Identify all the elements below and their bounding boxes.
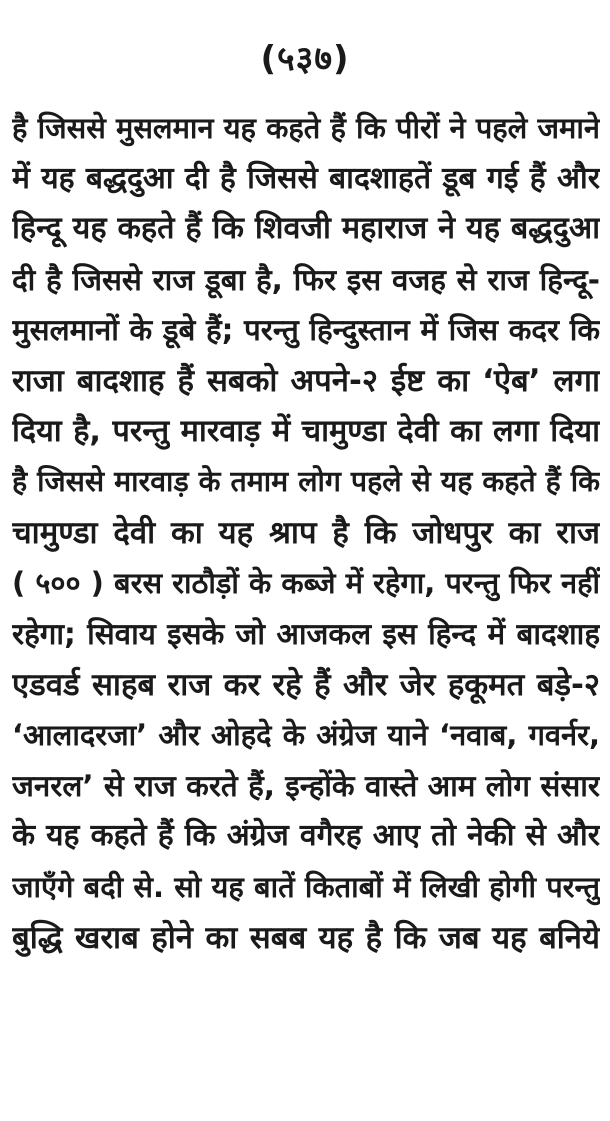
page-number: (५३७) — [260, 39, 350, 79]
text-line: है जिससे मारवाड़ के तमाम लोग पहले से यह कहते हैं कि — [12, 465, 600, 499]
text-line: ‘आलादरजा’ और ओहदे के अंग्रेज याने ‘नवाब, गवर्नर, — [12, 718, 600, 753]
text-line: दिया है, परन्तु मारवाड़ में चामुण्डा देवी का लगा दिया — [12, 413, 600, 449]
text-line: दी है जिससे राज डूबा है, फिर इस वजह से राज हिन्दू- — [12, 262, 600, 297]
text-line: चामुण्डा देवी का यह श्राप है कि जोधपुर का राज — [12, 514, 600, 551]
text-line: मुसलमानों के डूबे हैं; परन्तु हिन्दुस्तान में जिस कदर कि — [12, 313, 600, 348]
text-line: के यह कहते हैं कि अंग्रेज वगैरह आए तो नेकी से और — [12, 818, 600, 854]
text-line: है जिससे मुसलमान यह कहते हैं कि पीरों ने पहले जमाने — [12, 111, 600, 145]
text-line: रहेगा; सिवाय इसके जो आजकल इस हिन्द में बादशाह — [12, 616, 600, 651]
page-body-text — [12, 103, 600, 963]
text-line: बुद्धि खराब होने का सबब यह है कि जब यह बनिये — [12, 919, 600, 956]
text-line: एडवर्ड साहब राज कर रहे हैं और जेर हकूमत बड़े-२ — [12, 666, 600, 703]
text-line: जाएँगे बदी से. सो यह बातें किताबों में लिखी होगी परन्तु — [12, 869, 600, 904]
text-line: ( ५०० ) बरस राठौड़ों के कब्जे में रहेगा, परन्तु फिर नहीं — [12, 566, 600, 601]
text-line: जनरल’ से राज करते हैं, इन्होंके वास्ते आम लोग संसार — [12, 768, 600, 803]
text-line: हिन्दू यह कहते हैं कि शिवजी महाराज ने यह बद्धदुआ — [12, 211, 600, 247]
text-line: राजा बादशाह हैं सबको अपने-२ ईष्ट का ‘ऐब’ लगा — [12, 362, 600, 399]
text-line: में यह बद्धदुआ दी है जिससे बादशाहतें डूब गई हैं और — [12, 160, 600, 196]
